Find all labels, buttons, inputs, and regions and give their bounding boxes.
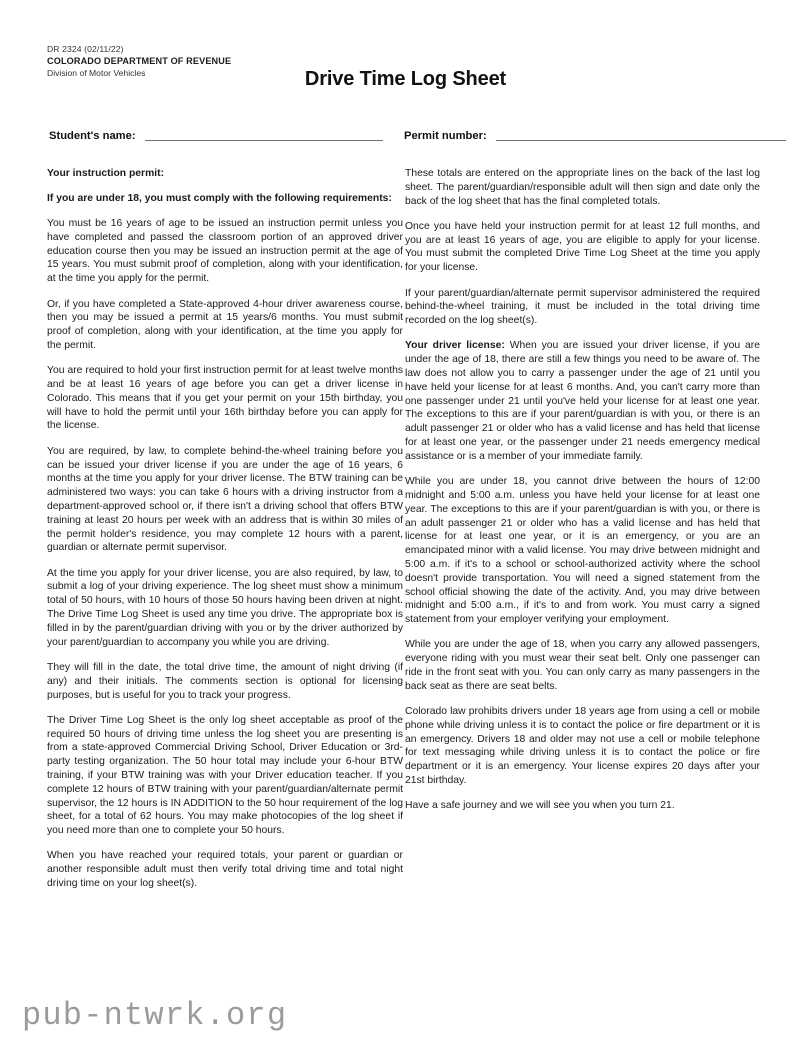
left-paragraph-4: You are required, by law, to complete behind-the-wheel training before you can be issued your driver license if you are under the age of 16 years, 6 months at the time you apply for your driver license. The BTW training can be administered two ways: you can take 6 hours with a driving instructor from a department-approved school or, if there isn't a driving school that offers BTW training at least 20 hours per week with an address that is within 30 miles of the permit holder's residence, you may complete 12 hours with a parent, guardian or alternate permit supervisor.: [47, 445, 403, 554]
driver-license-lead-in: Your driver license:: [405, 340, 505, 352]
right-paragraph-1: These totals are entered on the appropriate lines on the back of the last log sheet. The parent/guardian/responsible adult will then sign and date only the back of the log sheet that has the final completed totals.: [405, 168, 760, 207]
right-paragraph-5: While you are under 18, you cannot drive between the hours of 12:00 midnight and 5:00 a.m. unless you have held your license for at least one year. The exceptions to this are if your parent/guardian is with you, or there is an adult passenger 21 or older who has a valid license and has held that license for at least one year, or it is an emergency, or you are an emancipated minor with a valid license. You may drive between midnight and 5:00 a.m. if it's to a school or school-authorized activity where the school doesn't provide transportation. You will need a signed statement from the school official showing the date of the activity. And, you may drive between midnight and 5:00 a.m., if it's to and from work. You must carry a signed statement from your employer verifying your employment.: [405, 476, 760, 626]
right-paragraph-8: Have a safe journey and we will see you when you turn 21.: [405, 800, 675, 812]
left-paragraph-2: Or, if you have completed a State-approved 4-hour driver awareness course, then you may be issued a permit at 15 years/6 months. You must submit proof of completion, along with your identification, at the time you apply for the permit.: [47, 298, 403, 351]
body-columns: [47, 167, 764, 891]
right-paragraph-6: While you are under the age of 18, when you carry any allowed passengers, everyone riding with you must wear their seat belt. Only one passenger can ride in the front seat with you. You can only carry as many passengers in the back seat as there are seat belts.: [405, 639, 760, 692]
left-heading-under-18-requirements: If you are under 18, you must comply with the following requirements:: [47, 192, 392, 204]
left-paragraph-8: When you have reached your required totals, your parent or guardian or another responsible adult must then verify total driving time and total night driving time on your log sheet(s).: [47, 850, 403, 890]
right-paragraph-4: [405, 339, 760, 463]
left-paragraph-6: They will fill in the date, the total drive time, the amount of night driving (if any) and their initials. The comments section is optional for licensing purposes, but is useful for you to track your progress.: [47, 661, 403, 701]
left-column: [47, 167, 403, 891]
agency-name: COLORADO DEPARTMENT OF REVENUE: [47, 55, 232, 66]
student-name-field[interactable]: [49, 130, 383, 143]
right-paragraph-7: Colorado law prohibits drivers under 18 years age from using a cell or mobile phone while driving unless it is to contact the police or fire department or it is an emergency. Drivers 18 and older may not use a cell or mobile telephone for text messaging while driving unless it is to contact the police or fire department or it is an emergency. Your license expires 20 days after your 21st birthday.: [405, 706, 760, 787]
watermark: pub-ntwrk.org: [22, 997, 288, 1034]
right-paragraph-2: Once you have held your instruction permit for at least 12 full months, and you are at least 16 years of age, you are eligible to apply for your license. You must submit the completed Drive Time Log Sheet at the time you apply for your license.: [405, 220, 760, 274]
document-header: [47, 44, 764, 106]
right-paragraph-3: If your parent/guardian/alternate permit supervisor administered the required behind-the-wheel training, it must be included in the total driving time recorded on the log sheet(s).: [405, 287, 760, 327]
division-name: Division of Motor Vehicles: [47, 67, 146, 78]
left-paragraph-5: At the time you apply for your driver license, you are also required, by law, to submit a log of your driving experience. The log sheet must show a minimum total of 50 hours, with 10 hours of those 50 hours having been driven at night. The Drive Time Log Sheet is used any time you drive. The appropriate box is filled in by the parent/guardian driving with you or by the driver authorized by your parent/guardian to accompany you while you are driving.: [47, 567, 403, 648]
student-name-input[interactable]: [145, 140, 383, 141]
left-heading-instruction-permit: Your instruction permit:: [47, 168, 165, 179]
form-number: DR 2324 (02/11/22): [47, 44, 124, 54]
page-title: Drive Time Log Sheet: [304, 68, 507, 90]
driver-license-body: When you are issued your driver license, if you are under the age of 18, there are still a few things you need to be aware of. The law does not allow you to carry a passenger under the age of 21 until you have held your license for at least 6 months. And, you can't carry more than one passenger under 21 until you've held your license for at least one year. The exceptions to this are if your parent/guardian is with you, or there is an adult passenger 21 or older who has a valid license and has held that license for at least one year, or the passenger under 21 needs emergency medical assistance or is a member of your immediate family.: [405, 340, 760, 462]
permit-number-label: Permit number:: [404, 130, 487, 142]
left-paragraph-1: You must be 16 years of age to be issued an instruction permit unless you have completed and passed the classroom portion of an approved driver education course then you may be issued an instruction permit at the age of 15 years. You must submit proof of completion, along with your identification, at the time you apply for the permit.: [47, 218, 403, 285]
permit-number-input[interactable]: [496, 140, 786, 141]
permit-number-field[interactable]: [404, 130, 786, 143]
student-name-label: Student's name:: [49, 130, 136, 142]
right-column: [404, 167, 760, 891]
form-fields-row: [47, 115, 764, 149]
left-paragraph-7: The Driver Time Log Sheet is the only log sheet acceptable as proof of the required 50 hours of driving time unless the log sheet you are presenting is from a state-approved Commercial Driving School, Driver Education or 3rd-party testing organization. The 50 hour total may include your 6-hour BTW training, if your BTW training was with your Driver education teacher. If you complete 12 hours of BTW training with your parent/guardian/alternate permit supervisor, the 12 hours is IN ADDITION to the 50 hour requirement of the log sheet, for a total of 62 hours. You may make photocopies of the log sheet if you need more than one to complete your 50 hours.: [47, 714, 403, 837]
left-paragraph-3: You are required to hold your first instruction permit for at least twelve months and be at least 16 years of age before you can get a driver license in Colorado. This means that if you get your permit on your 15th birthday, you will have to hold the permit until your 16th birthday before you can apply for the license.: [47, 365, 403, 432]
